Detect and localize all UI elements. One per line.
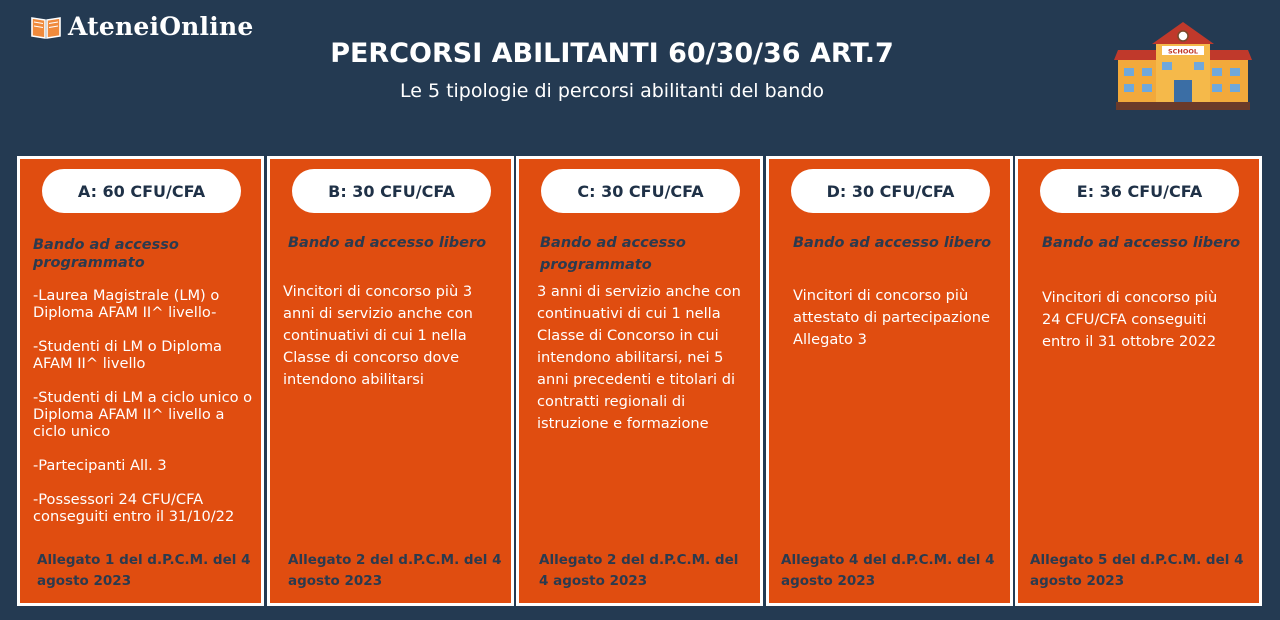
list-item: -Partecipanti All. 3 [33, 457, 167, 474]
access-type: Bando ad accesso libero [1042, 235, 1241, 251]
card-description: 3 anni di servizio anche con continuativi di cui 1 nella Classe di Concorso in cui intendono abilitarsi, nei 5 anni precedenti e titolari di contratti regionali di istruzione e formazione [537, 283, 741, 432]
card-footer: Allegato 2 del d.P.C.M. del 4 agosto 2023 [288, 552, 502, 589]
card-title: B: 30 CFU/CFA [292, 169, 491, 213]
card-d [766, 156, 1013, 606]
card-e [1015, 156, 1262, 606]
card-description: Vincitori di concorso più 24 CFU/CFA conseguiti entro il 31 ottobre 2022 [1042, 289, 1218, 350]
page-title: PERCORSI ABILITANTI 60/30/36 ART.7 [330, 38, 894, 69]
card-footer: Allegato 1 del d.P.C.M. del 4 agosto 2023 [37, 552, 251, 589]
school-building-icon [1112, 16, 1254, 112]
requirements-list [33, 287, 253, 542]
open-book-icon [30, 14, 62, 40]
svg-text:SCHOOL: SCHOOL [1167, 47, 1199, 56]
card-title: C: 30 CFU/CFA [541, 169, 740, 213]
access-type: Bando ad accesso programmato [540, 235, 686, 273]
access-type: Bando ad accesso libero [288, 235, 487, 251]
card-footer: Allegato 2 del d.P.C.M. del 4 agosto 2023 [539, 552, 739, 589]
list-item: -Studenti di LM a ciclo unico o Diploma AFAM II^ livello a ciclo unico [33, 389, 253, 440]
card-title: E: 36 CFU/CFA [1040, 169, 1239, 213]
card-footer: Allegato 5 del d.P.C.M. del 4 agosto 2023 [1030, 552, 1244, 589]
card-description: Vincitori di concorso più attestato di partecipazione Allegato 3 [793, 287, 990, 348]
brand-name: AteneiOnline [68, 12, 254, 41]
card-footer: Allegato 4 del d.P.C.M. del 4 agosto 2023 [781, 552, 995, 589]
list-item: -Studenti di LM o Diploma AFAM II^ livello [33, 338, 222, 372]
card-c [516, 156, 763, 606]
card-title: A: 60 CFU/CFA [42, 169, 241, 213]
brand-logo[interactable] [30, 12, 253, 41]
card-a [17, 156, 264, 606]
page-subtitle: Le 5 tipologie di percorsi abilitanti del bando [399, 80, 825, 102]
access-type: Bando ad accesso programmato [33, 237, 179, 271]
card-title: D: 30 CFU/CFA [791, 169, 990, 213]
list-item: -Possessori 24 CFU/CFA conseguiti entro il 31/10/22 [33, 491, 235, 525]
list-item: -Laurea Magistrale (LM) o Diploma AFAM II^ livello- [33, 287, 220, 321]
card-description: Vincitori di concorso più 3 anni di servizio anche con continuativi di cui 1 nella Classe di concorso dove intendono abilitarsi [283, 283, 473, 388]
card-b [267, 156, 514, 606]
access-type: Bando ad accesso libero [793, 235, 992, 251]
